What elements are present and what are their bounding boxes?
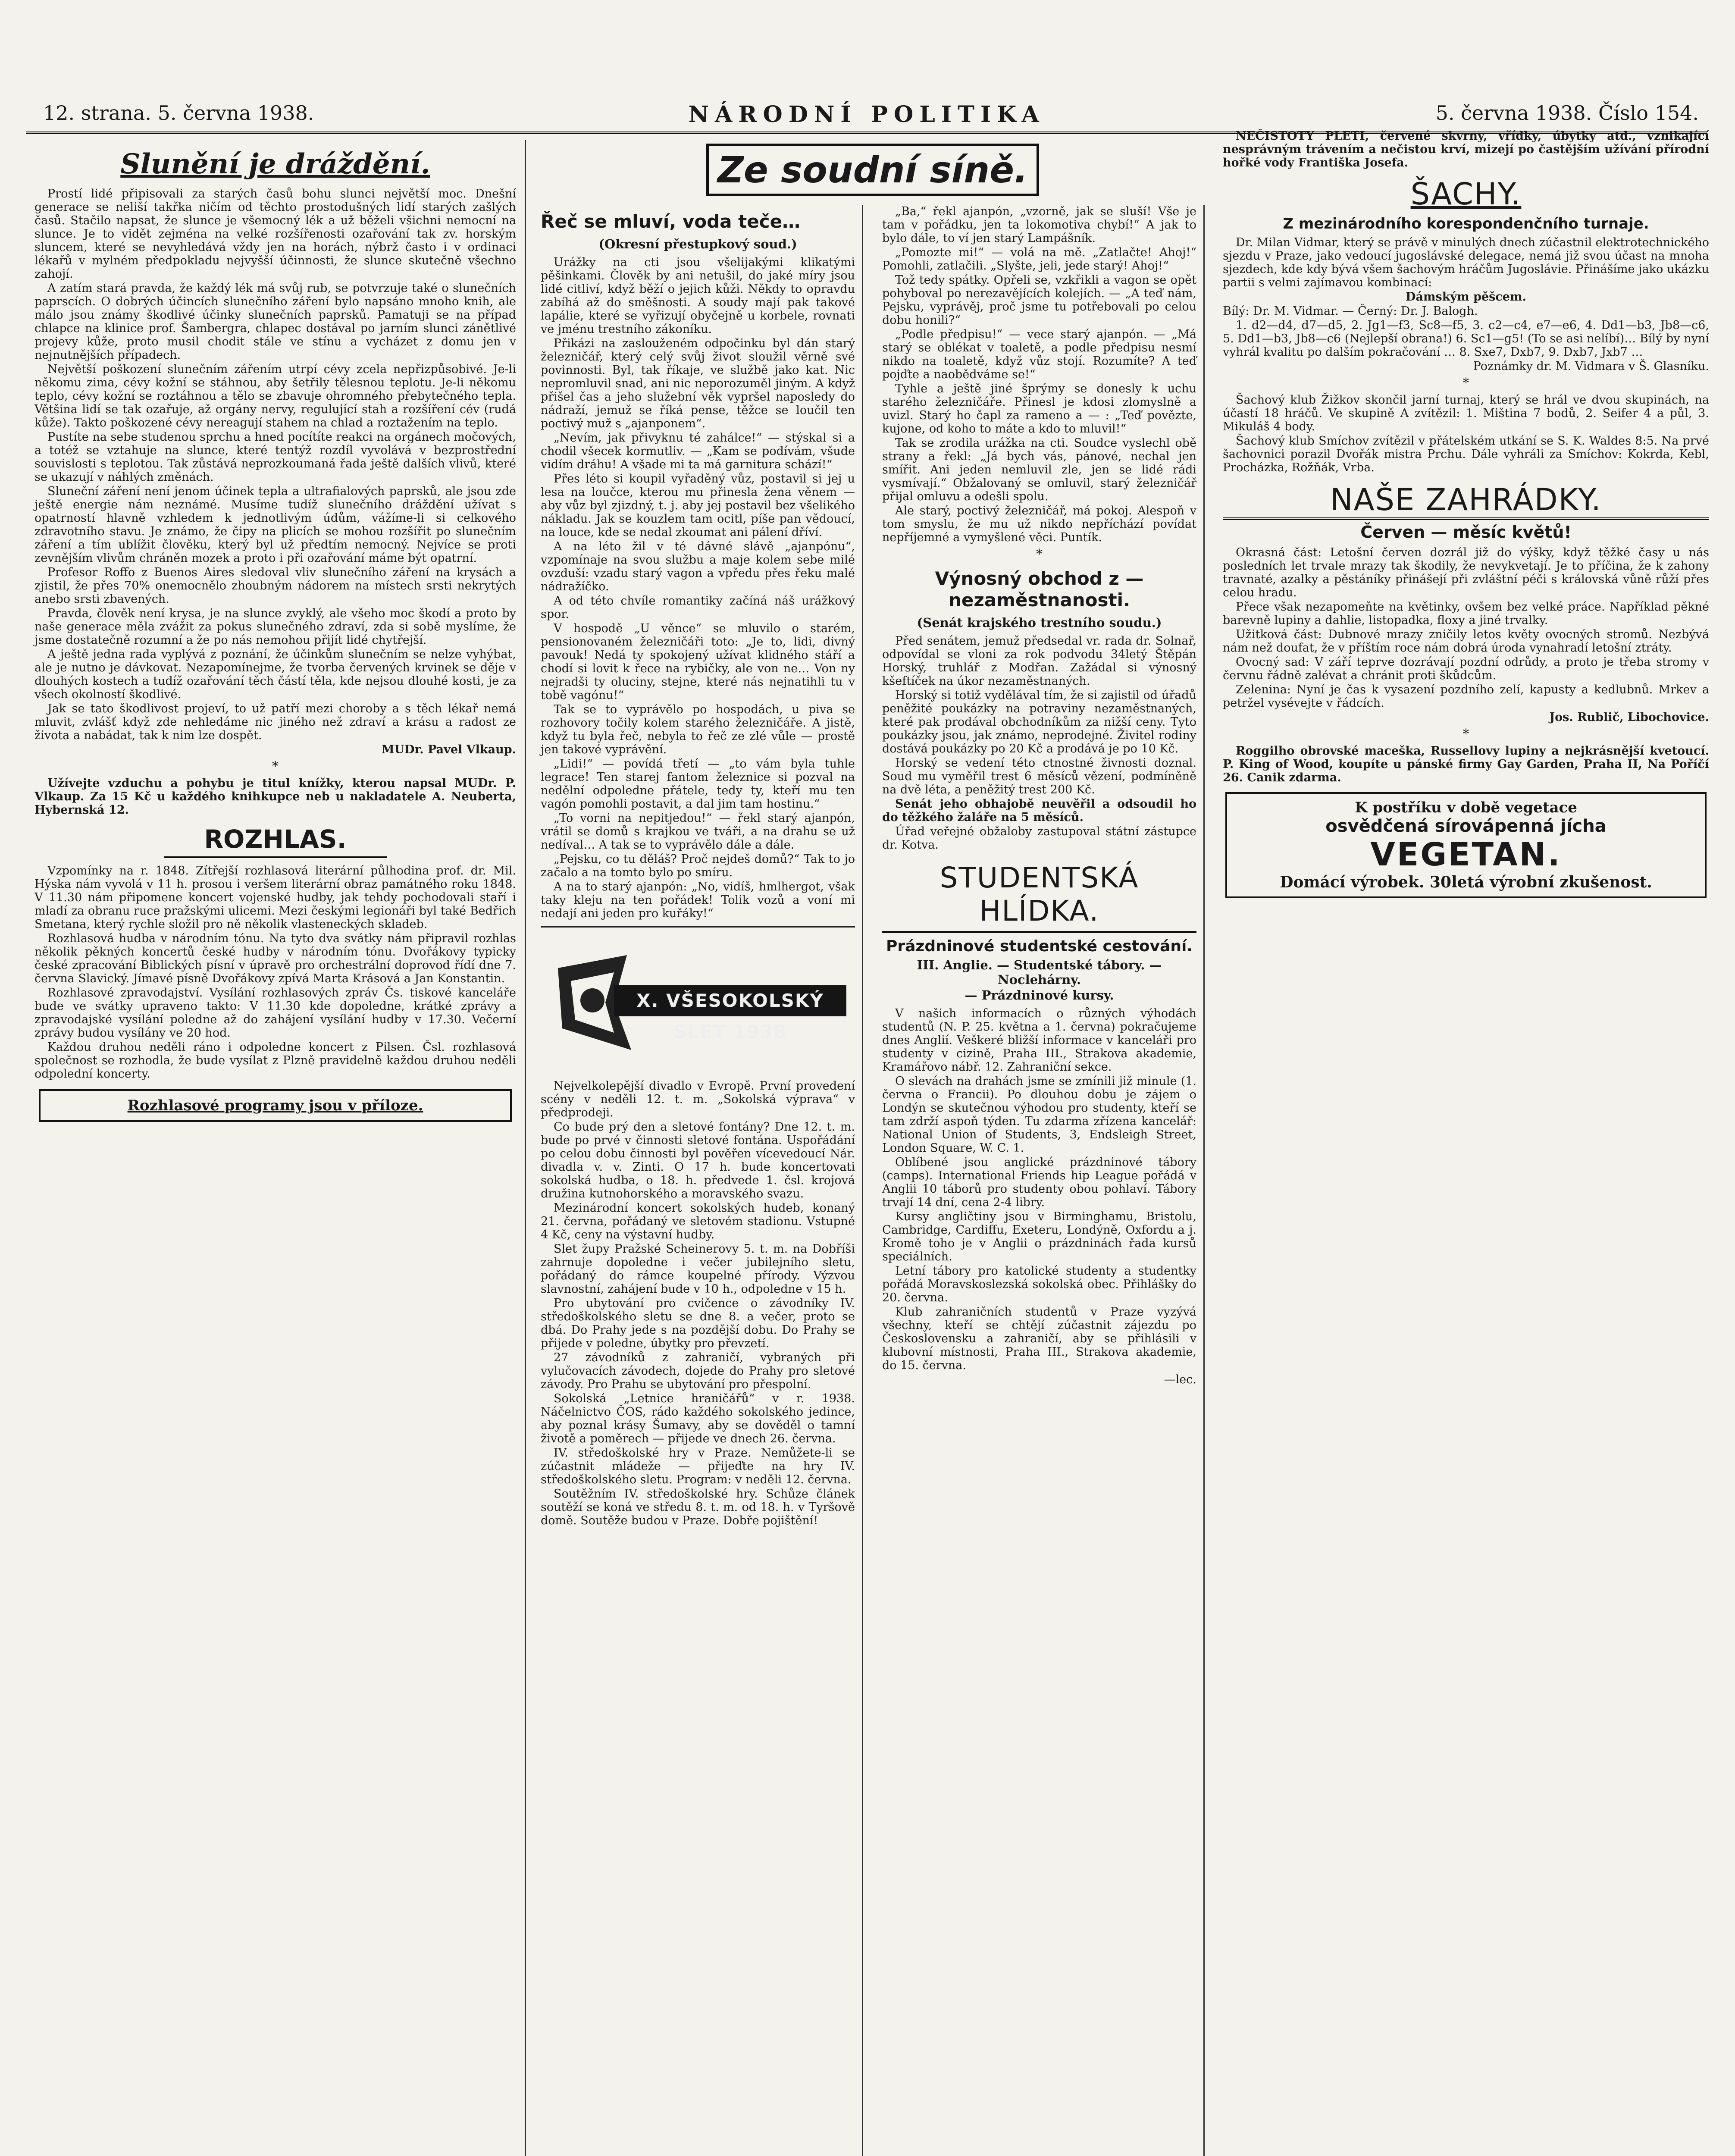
student-subline-1: III. Anglie. — Studentské tábory. — Noclehárny. [917,958,1162,987]
article-body-slunceni [34,187,516,817]
paragraph: Pustíte na sebe studenou sprchu a hned pocítíte reakci na orgánech močových, a totéž se vztahuje na slunce, které tentýž rozdíl vyvolává v bezprostřední souvislosti s teplotou. Tak zůstává neprozkoumaná řada ještě dalších vlivů, které se ukazují v náhlých změnách. [34,430,516,484]
separator-star: * [272,759,279,774]
paragraph: Před senátem, jemuž předsedal vr. rada dr. Solnař, odpovídal se vloni za rok podvodu 34letý Štěpán Horský, truhlář z Modřan. Zažádal si výnosný kšeftíček na úkor nezaměstnaných. [882,634,1196,688]
author-signature: —lec. [1164,1373,1196,1386]
paragraph: Přikázi na zaslouženém odpočinku byl dán starý železničář, který celý svůj život sloužil věrně své povinnosti. Byl, tak říkaje, ve službě jako kat. Nic nepromluvil snad, ani nic neporozuměl jiným. A když přišel čas a jeho služební věk vypršel naposledy do nádraží, jemuž se říká pense, těžce se loučil ten poctivý muž s „ajanponem“. [541,337,855,430]
paragraph: Přes léto si koupil vyřaděný vůz, postavil si jej u lesa na loučce, kterou mu přinesla žena věnem — aby vůz byl zjizdný, t. j. aby jej postavil bez všelikého nákladu. Jak se kouzlem tam ocitl, píše pan vědoucí, na louce, kde se nedal zkoumat ani pálení dříví. [541,472,855,539]
article-headline-rec: Řeč se mluví, voda teče… [541,211,801,232]
radio-programs-notice: Rozhlasové programy jsou v příloze. [39,1089,512,1122]
paragraph: „Pomozte mi!“ — volá na mě. „Zatlačte! Ahoj!“ Pomohli, zatlačili. „Slyšte, jeli, jede starý! Ahoj!“ [882,246,1196,273]
divider [541,926,855,928]
paragraph: „To vorni na nepitjedou!“ — řekl starý ajanpón, vrátil se domů s krajkou ve tváři, a na drahu se už nedíval… A tak se to vyprávělo dále a dále. [541,812,855,852]
author-signature: Jos. Rublič, Libochovice. [1549,711,1709,724]
paragraph: Rozhlasová hudba v národním tónu. Na tyto dva svátky nám připravil rozhlas několik pěkných koncertů české hudby v národním tónu. Dvořákovy typicky české zpracování Biblických písní v úpravě pro orchestrální doprovod řídí dne 7. června Slavický. Jímavé písně Dvořákovy zpívá Marta Krásová a Jan Konstantin. [34,932,516,985]
paragraph: Sluneční záření není jenom účinek tepla a ultrafialových paprsků, ale jsou zde ještě energie nám neznámé. Musíme tudíž slunečního dráždění užívat s opatrností hlavně vzhledem k jednotlivým údům, vážíme-li si celkového zdravotního stavu. Je známo, že čipy na plicích se mohou rozšířit po slunečním záření a tím ublížit člověku, který byl už předtím nemocný. Nejvíce se proti zevnějším vlivům chráněn mozek a proto i při ozařování máme být opatrní. [34,485,516,565]
paragraph: Šachový klub Žižkov skončil jarní turnaj, který se hrál ve dvou skupinách, na účastí 18 hráčů. Ve skupině A zvítězil: 1. Miština 7 bodů, 2. Seifer 4 a půl, 3. Mikuláš 4 body. [1223,393,1709,433]
article-headline-obchod: Výnosný obchod z — nezaměstnanosti. [935,568,1144,611]
student-subline-2: — Prázdninové kursy. [965,988,1114,1003]
section-title-chess: ŠACHY. [1410,176,1522,212]
paragraph: „Ba,“ řekl ajanpón, „vzorně, jak se sluší! Vše je tam v pořádku, jen ta lokomotiva chybí!“ A jak to bylo dále, to ví jen starý Lampášník. [882,205,1196,245]
chess-annotations: Poznámky dr. M. Vidmara v Š. Glasníku. [1473,360,1709,373]
paragraph: Profesor Roffo z Buenos Aires sledoval vliv slunečního záření na krysách a zjistil, že přes 70% onemocnělo zhoubným nádorem na místech srsti nekrytých anebo srsti zbavených. [34,566,516,606]
paragraph: „Pejsku, co tu děláš? Proč nejdeš domů?“ Tak to jo začalo a na tomto bylo po smíru. [541,852,855,879]
paragraph: Šachový klub Smíchov zvítězil v přátelském utkání se S. K. Waldes 8:5. Na prvé šachovnici porazil Dvořák mistra Prchu. Dále vyhráli za Smíchov: Kokrda, Kebl, Procházka, Rožňák, Vrba. [1223,434,1709,474]
court-section-header [534,140,1205,205]
paragraph: Horský se vedení této ctnostné živnosti doznal. Soud mu vyměřil trest 6 měsíců vězení, podmíněně na dvě léta, a peněžitý trest 200 Kč. [882,756,1196,796]
paragraph: Úřad veřejné obžaloby zastupoval státní zástupce dr. Kotva. [882,825,1196,852]
issue-number: 5. června 1938. Číslo 154. [1435,101,1699,125]
paragraph: Co bude prý den a sletové fontány? Dne 12. t. m. bude po prvé v činnosti sletové fontána. Uspořádání po celou dobu činnosti byl pověřen vícevedoucí Nár. divadla v. v. Zinti. O 17 h. bude koncertovati sokolská hudba, o 18. h. předvede 1. čsl. krojová družina kutnohorského a moravského svazu. [541,1120,855,1200]
paragraph: O slevách na drahách jsme se zmínili již minule (1. června o Francii). Po dlouhou dobu je zájem o Londýn se skutečnou výhodou pro studenty, kteří se tam zdrží aspoň týden. Tu zdarma zřízena kancelář: National Union of Students, 3, Endsleigh Street, London Square, W. C. 1. [882,1075,1196,1155]
book-notice: Užívejte vzduchu a pohybu je titul knížky, kterou napsal MUDr. P. Vlkaup. Za 15 Kč u každého knihkupce neb u nakladatele A. Neuberta, Hybernská 12. [34,777,516,817]
chess-headline: Z mezinárodního korespondenčního turnaje. [1283,215,1649,232]
paragraph: Přece však nezapomeňte na květinky, ovšem bez velké práce. Například pěkné barevně lupiny a dahlie, listopadka, floxy a jiné trvalky. [1223,600,1709,627]
ad-vegetan-line4: Domácí výrobek. 30letá výrobní zkušenost. [1280,873,1652,891]
paragraph: IV. středoškolské hry v Praze. Nemůžete-li se zúčastnit mládeže — přijeďte na hry IV. středoškolského sletu. Program: v neděli 12. června. [541,1446,855,1486]
chess-moves: 1. d2—d4, d7—d5, 2. Jg1—f3, Sc8—f5, 3. c2—c4, e7—e6, 4. Dd1—b3, Jb8—c6, 5. Dd1—b3, Jb8—c6 (Nejlepší obrana!) 6. Sc1—g5! (To se asi nelíbí)… Bílý by nyní vyhrál kvalitu po dalším pokračování … 8. Sxe7, Dxb7, 9. Dxb7, Jxb7 … [1223,319,1709,359]
paragraph: Ale starý, poctivý železničář, má pokoj. Alespoň v tom smyslu, že mu už nikdo nepříchází povídat nepříjemné a vymyšlené věci. Puntík. [882,504,1196,544]
slet-banner [541,934,855,1072]
separator-star: * [1036,547,1043,562]
article-body-rozhlas [34,864,516,1081]
paragraph: Tyhle a ještě jiné šprýmy se donesly k uchu starého železničáře. Přinesl je kdosi zlomyslně a uvizl. Starý ho čapl za rameno a — : „Teď povězte, kujone, od koho to máte a kdo to mluvil!“ [882,382,1196,436]
article-title-slunceni: Slunění je dráždění. [120,148,430,180]
paragraph: Kursy angličtiny jsou v Birminghamu, Bristolu, Cambridge, Cardiffu, Exeteru, Londýně, Oxfordu a j. Kromě toho je v Anglii o prázdninách řada kursů speciálních. [882,1210,1196,1263]
court-section-title: Ze soudní síně. [706,144,1039,196]
paragraph: Nejvelkolepější divadlo v Evropě. První provedení scény v neděli 12. t. m. „Sokolská výprava“ v předprodeji. [541,1079,855,1119]
paragraph: A na to starý ajanpón: „No, vidíš, hmlhergot, však taky kleju na ten pořádek! Tolik vozů a voní mi nedají ani jeden pro kuřáky!“ [541,880,855,920]
article-subline-rec: (Okresní přestupkový soud.) [598,237,797,251]
column-1 [26,140,526,2156]
paragraph: Největší poškození slunečním zářením utrpí cévy zcela nepřizpůsobivé. Je-li někomu zima, cévy kožní se stáhnou, aby šetřily tělesnou teplotu. Je-li někomu teplo, cévy kožní se roztáhnou a tělo se zbavuje ohromného přebytečného tepla. Většina lidí se tak ozařuje, až orgány nervy, regulující stah a rozšíření cév (rudá kůže). Takto poškozené cévy nereagují stahem na chlad a roztažením na teplo. [34,363,516,429]
article-subline-obchod: (Senát krajského trestního soudu.) [917,615,1162,630]
paragraph: Oblíbené jsou anglické prázdninové tábory (camps). International Friends hip League pořádá v Anglii 10 táborů pro studenty obou pohlaví. Tábory trvají 14 dní, cena 2-4 libry. [882,1156,1196,1209]
ad-vegetan-line2: osvědčená sírovápenná jícha [1325,816,1607,836]
section-title-student: STUDENTSKÁ HLÍDKA. [882,861,1196,933]
slet-banner-text: X. VŠESOKOLSKÝ SLET 1938 [614,985,846,1016]
paragraph: Urážky na cti jsou všelijakými klikatými pěšinkami. Člověk by ani netušil, do jaké míry jsou lidé citliví, když běží o jejich kůži. Někdy to opravdu zabíhá až do směšnosti. A soudy mají pak takové lapálie, které se vyřizují obyčejně u korbele, rovnati ve jménu trestního zákoníku. [541,256,855,336]
paragraph: Mezinárodní koncert sokolských hudeb, konaný 21. června, pořádaný ve sletovém stadionu. Vstupné 4 Kč, ceny na výstavní hudby. [541,1201,855,1241]
paragraph: Pro ubytování pro cvičence o závodníky IV. středoškolského sletu se dne 8. a večer, proto se dbá. Do Prahy jede s na pozdější dobu. Do Prahy se přijede v poledne, úbytky pro převzetí. [541,1297,855,1350]
paragraph: Letní tábory pro katolické studenty a studentky pořádá Moravskoslezská sokolská obec. Přihlášky do 20. června. [882,1264,1196,1304]
paragraph: Soutěžním IV. středoškolské hry. Schůze článek soutěží se koná ve středu 8. t. m. od 18. h. v Tyršově domě. Soutěže budou v Praze. Dobře pojištění! [541,1487,855,1527]
paragraph: Zelenina: Nyní je čas k vysazení pozdního zelí, kapusty a kedlubnů. Mrkev a petržel vysévejte v řádcích. [1223,683,1709,710]
paragraph: Okrasná část: Letošní červen dozrál již do výšky, když těžké časy u nás posledních let trvale mrazy tak škodily, že nevykvetají. Je to příčina, že k zahony travnaté, azalky a pěstáníky přinášejí při zvláštní péči s královská vůně růží přes celou hradu. [1223,546,1709,599]
paragraph: Vzpomínky na r. 1848. Zítřejší rozhlasová literární půlhodina prof. dr. Mil. Hýska nám vyvolá v 11 h. prosou i veršem literární obraz památného roku 1848. V 11.30 nám připomene koncert vojenské hudby, jak tehdy pochodovali staří i mladí za obranu ruce pražskými ulicemi. Mezi českými legionáři byl také Bedřich Smetana, který rychle složil pro ně několik vlasteneckých skladeb. [34,864,516,931]
paragraph: A zatím stará pravda, že každý lék má svůj rub, se potvrzuje také o slunečních paprscích. O dobrých účincích slunečního záření bylo napsáno mnoho knih, ale málo jsou známy škodlivé účinky slunečních paprsků. Pamatuji se na případ chlapce na klinice prof. Šambergra, chlapec dostával po jarním slunci zánětlivé projevy kůže, proto musil chodit stále ve stínu a vycházet z domu jen v nejnutnějších případech. [34,282,516,362]
paragraph: Rozhlasové zpravodajství. Vysílání rozhlasových zpráv Čs. tiskové kanceláře bude ve svátky upraveno takto: V 11.30 kde dopoledne, krátké zprávy a zpravodajské vysílání poledne až do zahájení vysílání hudby v 17.30. Večerní zprávy budou vysílány ve 20 hod. [34,986,516,1040]
page-number-date: 12. strana. 5. června 1938. [43,101,314,125]
paragraph: „Lidi!“ — povídá třetí — „to vám byla tuhle legrace! Ten starej fantom železnice si pozval na nedělní odpoledne přátele, tedy ty, kteří mu ten vagón pomohli postavit, a dal jim tam hostinu.“ [541,757,855,811]
paragraph: „Podle předpisu!“ — vece starý ajanpón. — „Má starý se oblékat v toaletě, a podle předpisu nesmí nikdo na toaletě, když vůz stojí. Rozumíte? A teď pojďte a naobědváme se!“ [882,328,1196,381]
column-3 [875,205,1205,2156]
paragraph: A ještě jedna rada vyplývá z poznání, že účinkům slunečním se nelze vyhýbat, ale je nutno je dávkovat. Nezapomínejme, že tvorba červených krvinek se děje v dlouhých kostech a tudíž ozařování těch částí těla, kde nejsou dlouhé kosti, je za všech okolností škodlivé. [34,648,516,701]
chess-opening: Dámským pěšcem. [1406,290,1526,304]
ad-roggilho: Roggilho obrovské maceška, Russellovy lupiny a nejkrásnější kvetoucí. P. King of Wood, koupíte u pánské firmy Gay Garden, Praha II, Na Poříčí 26. Canik zdarma. [1223,744,1709,784]
paragraph: Pravda, člověk není krysa, je na slunce zvyklý, ale všeho moc škodí a proto by naše generace měla zvážit za pokus slunečného zdraví, zda si sobě myslíme, že jsme dostatečně rozumní a že po nás nemohou přijít lidé chytřejší. [34,607,516,647]
paragraph: Sokolská „Letnice hraničářů“ v r. 1938. Náčelnictvo ČOS, rádo každého sokolského jedince, aby poznal krásy Šumavy, aby se dověděl o tamní životě a poměrech — přijede ve dnech 26. června. [541,1392,855,1445]
paragraph: Každou druhou neděli ráno i odpoledne koncert z Pilsen. Čsl. rozhlasová společnost se rozhodla, že bude vysílat z Plzně pravidelně každou druhou neděli odpolední koncerty. [34,1040,516,1081]
paragraph: V hospodě „U věnce“ se mluvilo o starém, pensionovaném železničáři toto: „Je to, lidi, divný pavouk! Nedá ty spokojený užívat klidného stáří a chodí si lovit k řece na rybičky, ale von ne… Von ny nejradši ty oluciny, stejne, které nás nejnatihli tu v tobě vagónu!“ [541,622,855,702]
newspaper-title: NÁRODNÍ POLITIKA [688,101,1045,128]
chess-players: Bílý: Dr. M. Vidmar. — Černý: Dr. J. Balogh. [1223,304,1478,318]
ad-vegetan-line1: K postříku v době vegetace [1355,799,1577,816]
paragraph: Užitková část: Dubnové mrazy zničily letos květy ovocných stromů. Nezbývá nám než doufat, že v příštím roce nám dobrá úroda vynahradí letošní ztráty. [1223,628,1709,655]
paragraph: Senát jeho obhajobě neuvěřil a odsoudil ho do těžkého žaláře na 5 měsíců. [882,797,1196,824]
paragraph: Tak se to vyprávělo po hospodách, u piva se rozhovory točily kolem starého železničáře. A jistě, když tu byla řeč, nebyla to řeč ze zlé vůle — prostě jen takové vyprávění. [541,703,855,756]
separator-star: * [1463,727,1469,742]
column-4 [1216,129,1716,2156]
paragraph: Horský si totiž vydělával tím, že si zajistil od úřadů peněžité poukázky na potraviny nezaměstnaných, které pak prodával obchodníkům za nižší ceny. Tyto poukázky jsou, jak známo, neprodejné. Živitel rodiny dostává poukázky po 20 Kč a prodává je po 10 Kč. [882,689,1196,755]
garden-headline: Červen — měsíc květů! [1360,523,1572,542]
paragraph: Klub zahraničních studentů v Praze vyzývá všechny, kteří se chtějí zúčastnit zájezdu po Československu a zahraničí, aby se přihlásili v klubovní místnosti, Praha III., Strakova akademie, do 15. června. [882,1305,1196,1372]
section-title-garden: NAŠE ZAHRÁDKY. [1223,482,1709,520]
paragraph: Jak se tato škodlivost projeví, to už patří mezi choroby a s těch lékař nemá mluvit, zvlášť když zde nehledáme nic jiného než zdraví a krásu a radost ze života a nabádat, tak k nim lze dospět. [34,702,516,742]
paragraph: Slet župy Pražské Scheinerovy 5. t. m. na Dobříši zahrnuje dopoledne i večer jubilejního sletu, pořádaný do rámce koupelné přírody. Výzvou slavnostní, zahájení bude v 10 h., odpoledne v 15 h. [541,1242,855,1296]
paragraph: Tož tedy spátky. Opřeli se, vzkřikli a vagon se opět pohyboval po nerezavějících kolejích. — „A teď nám, Pejsku, vyprávěj, proč jsme tu potřebovali po celou dobu honili?“ [882,273,1196,327]
paragraph: Dr. Milan Vidmar, který se právě v minulých dnech zúčastnil elektrotechnického sjezdu v Praze, jako vedoucí jugoslávské delegace, nemá již svou účast na mnoha sjezdech, kde kdy bývá všem šachovým hráčům Jugoslávie. Přinášíme jako ukázku partii s velmi zajímavou kombinací: [1223,236,1709,289]
ad-vegetan-brand: VEGETAN. [1370,836,1562,873]
paragraph: Tak se zrodila urážka na cti. Soudce vyslechl obě strany a řekl: „Já bych vás, pánové, nechal jen smířit. Ani jeden nemluvil zle, jen se lidé rádi vysmívají.“ Obžalovaný se omluvil, starý železničář přijal omluvu a odešli spolu. [882,436,1196,503]
ad-necistoty: NEČISTOTY PLETI, červené skvrny, vřídky, úbytky atd., vznikající nesprávným trávením a nečistou krví, mizejí po častějším užívání přírodní hořké vody Františka Josefa. [1223,129,1709,169]
paragraph: Prostí lidé připisovali za starých časů bohu slunci největší moc. Dnešní generace se neliší takřka ničím od těchto prostodušných lidí starých zašlých časů. Stačilo napsat, že slunce je všemocný lék a už běželi všichni nemocní na slunce. Je to vidět zejména na velké rozšířenosti ozařování tak zv. horským sluncem, které se nevyhledává vždy jen na horách, nýbrž často i v ordinaci lékařů v mylném předpokladu nejvyšší účinnosti, že slunce skutečně všechno zahojí. [34,187,516,281]
paragraph: Ovocný sad: V září teprve dozrávají pozdní odrůdy, a proto je třeba stromy v červnu řádně zalévat a chránit proti škůdcům. [1223,655,1709,682]
student-headline: Prázdninové studentské cestování. [886,937,1193,955]
author-signature: MUDr. Pavel Vlkaup. [381,743,516,756]
paragraph: A na léto žil v té dávné slávě „ajanpónu“, vzpomínaje na svou službu a maje kolem sebe milé ovzduší: vzadu starý vagon a vpředu přes řeku malé nádražíčko. [541,540,855,593]
section-title-rozhlas: ROZHLAS. [164,824,387,858]
paragraph: 27 závodníků z zahraničí, vybraných při vylučovacích závodech, dojede do Prahy pro sletové závody. Pro Prahu se ubytování pro přespolní. [541,1351,855,1391]
paragraph: A od této chvíle romantiky začíná náš urážkový spor. [541,594,855,621]
column-2 [534,205,863,2156]
ad-vegetan [1225,792,1707,898]
separator-star: * [1463,376,1469,391]
paragraph: V našich informacích o různých výhodách studentů (N. P. 25. května a 1. června) pokračujeme dnes Anglií. Veškeré bližší informace v kanceláři pro studenty v cizině, Praha III., Strakova akademie, Kramářovo nábř. 12. Zahraniční sekce. [882,1007,1196,1074]
paragraph: „Nevím, jak přivyknu té zahálce!“ — stýskal si a chodil všecek kormutliv. — „Kam se podívám, všude vidím dráhu! A všade mi ta má garnitura schází!“ [541,431,855,471]
